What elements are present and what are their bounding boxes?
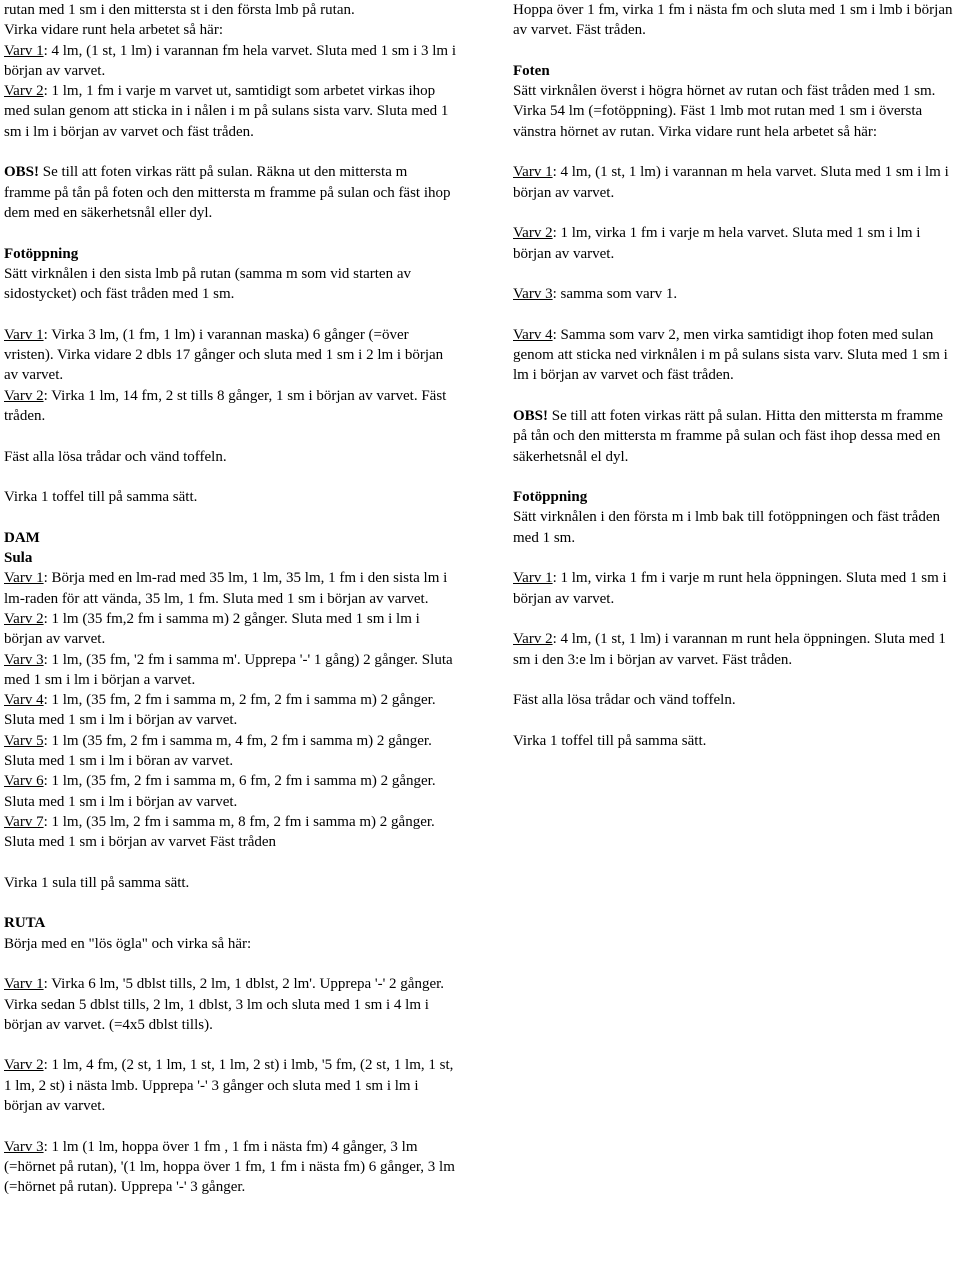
row-label: Varv 4 [513,326,553,343]
row-label: Varv 2 [4,1057,44,1074]
section-heading: DAM [4,529,40,546]
section-heading: Fotöppning [513,489,588,506]
row-text: : 1 lm, 4 fm, (2 st, 1 lm, 1 st, 1 lm, 2 st) i lmb, '5 fm, (2 st, 1 lm, 1 st, 1 lm, 2 st) i nästa lmb. Upprepa '-' 3 gånger och sluta med 1 sm i lm i början av varvet. [4,1057,454,1115]
row-text: : Samma som varv 2, men virka samtidigt ihop foten med sulan genom att sticka ned virknålen i m på sulans sista varv. Sluta med 1 sm i lm i början av varvet och fäst tråden. [513,326,948,384]
row-label: Varv 2 [4,83,44,100]
row-text: : 1 lm, (35 lm, 2 fm i samma m, 8 fm, 2 fm i samma m) 2 gånger. Sluta med 1 sm i början av varvet Fäst tråden [4,813,435,851]
row-label: Varv 2 [4,610,44,627]
intro-line: Virka vidare runt hela arbetet så här: [4,22,223,39]
row-text: : 1 lm (1 lm, hoppa över 1 fm , 1 fm i nästa fm) 4 gånger, 3 lm (=hörnet på rutan), '(1 lm, hoppa över 1 fm, 1 fm i nästa fm) 6 gånger, 3 lm (=hörnet på rutan). Upprepa '-' 3 gånger. [4,1138,455,1196]
row-text: : samma som varv 1. [552,286,678,303]
obs-paragraph [4,162,456,223]
row-text: : 1 lm (35 fm,2 fm i samma m) 2 gånger. Sluta med 1 sm i lm i början av varvet. [4,610,420,648]
foten-row-2 [513,223,960,264]
foten-row-3 [513,284,960,304]
row-text: : 1 lm, 1 fm i varje m varvet ut, samtidigt som arbetet virkas ihop med sulan genom att sticka in i nålen i m på sulans sista varv. Sluta med 1 sm i lm i början av varvet och fäst tråden. [4,83,449,140]
ruta-row-2 [4,1055,456,1116]
row-label: Varv 3 [513,286,553,303]
row-label: Varv 2 [513,631,553,648]
section-subheading: Sula [4,550,33,567]
row-label: Varv 3 [4,1138,44,1155]
row-label: Varv 1 [4,326,44,343]
intro-paragraph [4,0,456,142]
repeat-note: Virka 1 toffel till på samma sätt. [513,732,707,749]
row-text: : 1 lm, virka 1 fm i varje m hela varvet. Sluta med 1 sm i lm i början av varvet. [513,225,921,262]
row-text: : Virka 1 lm, 14 fm, 2 st tills 8 gånger, 1 sm i början av varvet. Fäst tråden. [4,387,447,424]
section-heading: Foten [513,62,550,79]
row-label: Varv 1 [4,570,44,587]
row-label: Varv 1 [513,164,553,181]
foten-section [513,61,960,142]
row-text: : 1 lm, (35 fm, 2 fm i samma m, 2 fm, 2 fm i samma m) 2 gånger. Sluta med 1 sm i lm i början av varvet. [4,692,436,729]
row-label: Varv 6 [4,773,44,790]
row-text: : 4 lm, (1 st, 1 lm) i varannan m hela varvet. Sluta med 1 sm i lm i början av varvet. [513,164,949,201]
fotoppning-rows [4,325,456,426]
section-text: Sätt virknålen överst i högra hörnet av rutan och fäst tråden med 1 sm. Virka 54 lm (=fotöppning). Fäst 1 lmb mot rutan med 1 sm i översta vänstra hörnet av rutan. Virka vidare runt hela arbetet så här: [513,83,936,140]
row-label: Varv 2 [4,387,44,404]
repeat-sula-note: Virka 1 sula till på samma sätt. [4,874,190,891]
intro-line: rutan med 1 sm i den mittersta st i den första lmb på rutan. [4,2,355,18]
repeat-note: Virka 1 toffel till på samma sätt. [4,489,198,506]
fotoppning-row-1 [513,568,960,609]
right-column [513,0,960,771]
row-label: Varv 1 [513,570,553,587]
ruta-row-1 [4,974,456,1035]
obs-text: Se till att foten virkas rätt på sulan. Hitta den mittersta m framme på tån och den mittersta m framme på sulan och fäst ihop dessa med en säkerhetsnål el dyl. [513,407,943,465]
row-text: : Virka 3 lm, (1 fm, 1 lm) i varannan maska) 6 gånger (=över vristen). Virka vidare 2 dbls 17 gånger och sluta med 1 sm i 2 lm i början av varvet. [4,326,444,384]
foten-row-4 [513,325,960,386]
continuation-paragraph: Hoppa över 1 fm, virka 1 fm i nästa fm och sluta med 1 sm i lmb i början av varvet. Fäst tråden. [513,2,953,39]
section-heading: Fotöppning [4,245,79,262]
finish-note: Fäst alla lösa trådar och vänd toffeln. [4,448,227,465]
row-text: : 1 lm (35 fm, 2 fm i samma m, 4 fm, 2 fm i samma m) 2 gånger. Sluta med 1 sm i lm i böran av varvet. [4,732,432,769]
row-text: : 1 lm, (35 fm, '2 fm i samma m'. Upprepa '-' 1 gång) 2 gånger. Sluta med 1 sm i lm i början a varvet. [4,651,453,688]
row-text: : 1 lm, virka 1 fm i varje m runt hela öppningen. Sluta med 1 sm i början av varvet. [513,570,947,607]
section-text: Sätt virknålen i den första m i lmb bak till fotöppningen och fäst tråden med 1 sm. [513,509,940,546]
obs-label: OBS! [4,164,40,181]
row-text: : 1 lm, (35 fm, 2 fm i samma m, 6 fm, 2 fm i samma m) 2 gånger. Sluta med 1 sm i lm i början av varvet. [4,773,436,810]
row-label: Varv 7 [4,813,44,830]
row-text: : 4 lm, (1 st, 1 lm) i varannan m runt hela öppningen. Sluta med 1 sm i den 3:e lm i början av varvet. Fäst tråden. [513,631,946,668]
row-text: : 4 lm, (1 st, 1 lm) i varannan fm hela varvet. Sluta med 1 sm i 3 lm i början av varvet. [4,42,457,79]
fotoppning-section [4,244,456,305]
row-label: Varv 2 [513,225,553,242]
section-heading: RUTA [4,915,46,932]
obs-paragraph [513,406,960,467]
row-label: Varv 1 [4,42,44,59]
left-column [4,0,456,1198]
section-text: Börja med en "lös ögla" och virka så här: [4,935,252,952]
row-text: : Virka 6 lm, '5 dblst tills, 2 lm, 1 dblst, 2 lm'. Upprepa '-' 2 gånger. Virka sedan 5 dblst tills, 2 lm, 1 dblst, 3 lm och sluta med 1 sm i 4 lm i början av varvet. (=4x5 dblst tills). [4,976,445,1033]
ruta-section [4,913,456,954]
row-label: Varv 3 [4,651,44,668]
obs-text: Se till att foten virkas rätt på sulan. Räkna ut den mittersta m framme på tån på foten och den mittersta m framme på sulan och fäst ihop dem med en säkerhetsnål eller dyl. [4,164,451,221]
row-label: Varv 1 [4,976,44,993]
dam-section [4,528,456,853]
obs-label: OBS! [513,407,549,424]
finish-note: Fäst alla lösa trådar och vänd toffeln. [513,692,736,709]
row-text: : Börja med en lm-rad med 35 lm, 1 lm, 35 lm, 1 fm i den sista lm i lm-raden för att vända, 35 lm, 1 fm. Sluta med 1 sm i början av varvet. [4,570,448,607]
foten-row-1 [513,162,960,203]
fotoppning-section [513,487,960,548]
row-label: Varv 4 [4,692,44,709]
ruta-row-3 [4,1137,456,1198]
section-text: Sätt virknålen i den sista lmb på rutan (samma m som vid starten av sidostycket) och fäst tråden med 1 sm. [4,265,411,303]
row-label: Varv 5 [4,732,44,749]
fotoppning-row-2 [513,629,960,670]
